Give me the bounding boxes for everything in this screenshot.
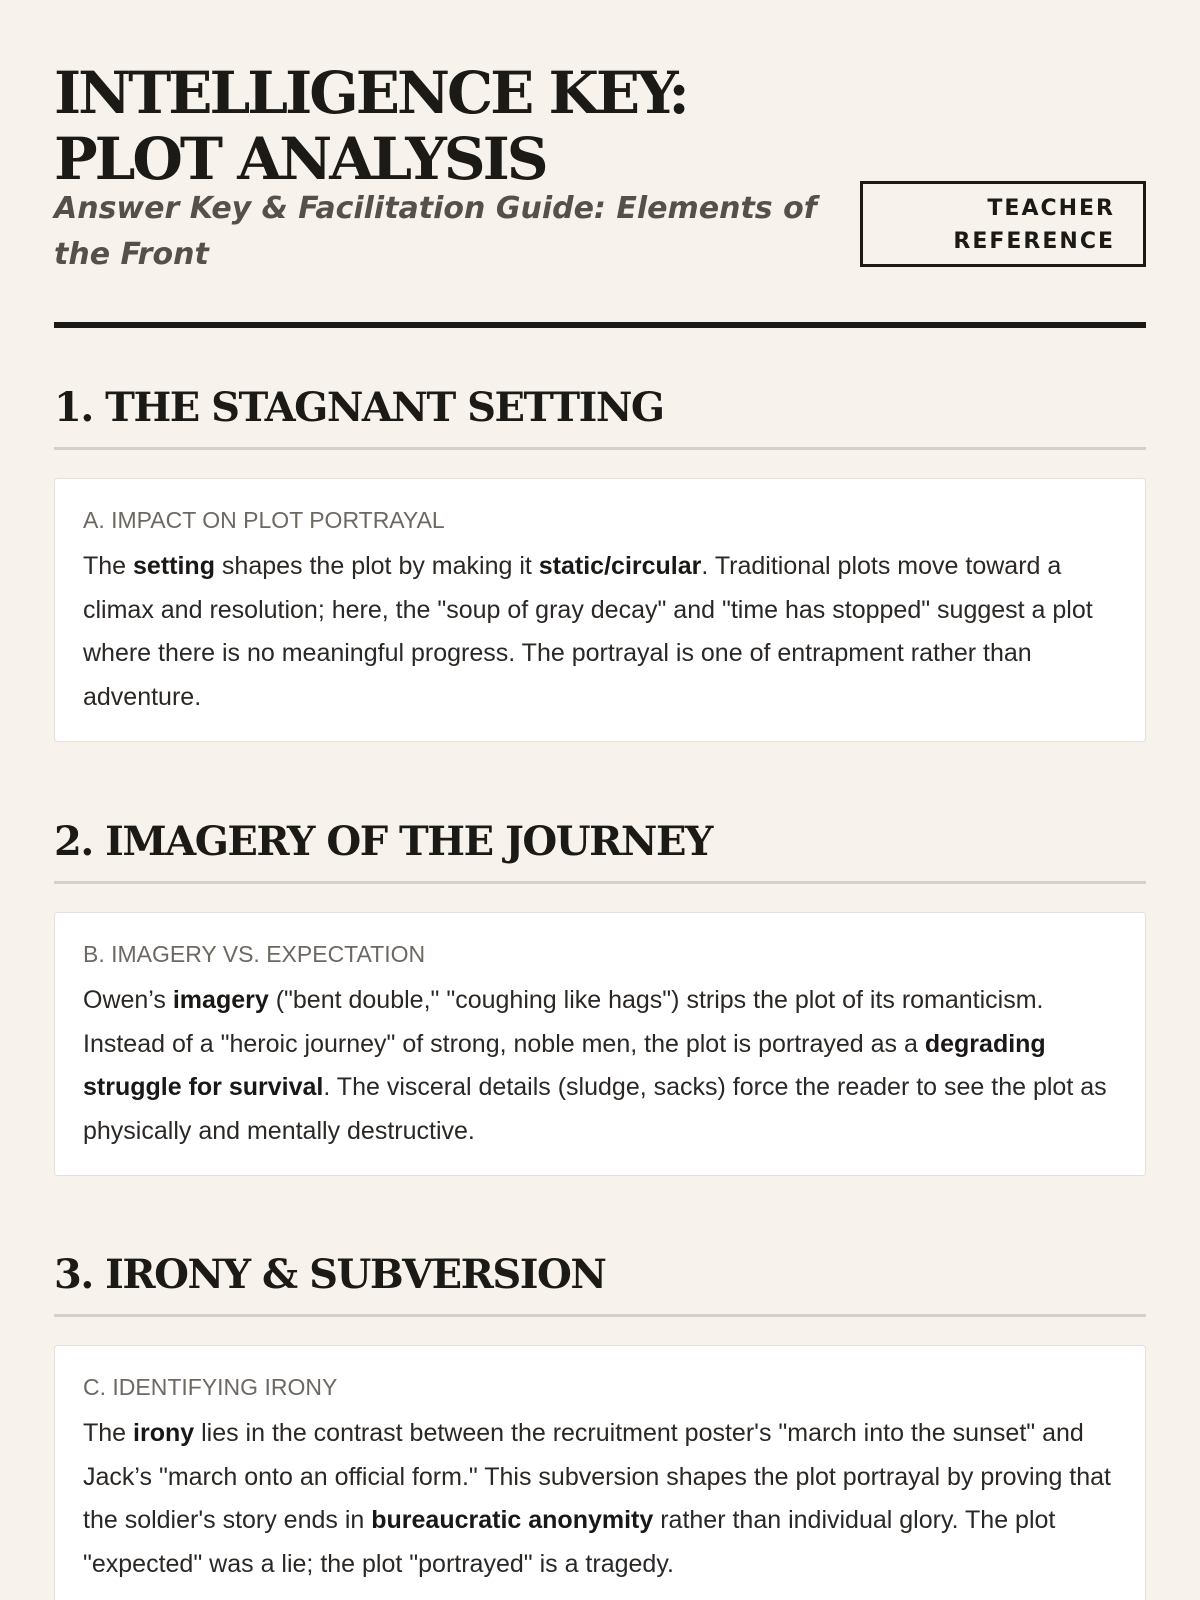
body-text: lies in the contrast between the recruitment poster's "march into the sunset" and Jack’s "march onto an official form." This subversion shapes the plot portrayal by proving that the soldier's story ends in bbox=[83, 1419, 1111, 1534]
section-heading: 3. IRONY & SUBVERSION bbox=[54, 1245, 1146, 1317]
teacher-reference-badge bbox=[860, 181, 1146, 267]
card-label: B. IMAGERY VS. EXPECTATION bbox=[83, 941, 426, 967]
body-text: shapes the plot by making it bbox=[214, 552, 539, 580]
body-text: The bbox=[83, 552, 134, 580]
answer-card bbox=[54, 1345, 1146, 1600]
page-title: INTELLIGENCE KEY: PLOT ANALYSIS bbox=[54, 59, 687, 193]
body-text: Owen’s bbox=[83, 986, 173, 1014]
answer-card bbox=[54, 912, 1146, 1176]
page-header bbox=[54, 0, 1146, 328]
card-body bbox=[83, 979, 1117, 1153]
body-text: rather than individual glory. The plot "expected" was a lie; the plot "portrayed" is a tragedy. bbox=[83, 1506, 1056, 1578]
emphasized-term: degrading struggle for survival bbox=[83, 1029, 1046, 1101]
badge-line-2: REFERENCE bbox=[953, 229, 1115, 254]
emphasized-term: bureaucratic anonymity bbox=[371, 1506, 654, 1534]
page-subtitle: Answer Key & Facilitation Guide: Elements of the Front bbox=[54, 191, 817, 272]
answer-card bbox=[54, 478, 1146, 742]
badge-line-1: TEACHER bbox=[987, 196, 1115, 221]
section-heading: 1. THE STAGNANT SETTING bbox=[54, 378, 1146, 450]
emphasized-term: irony bbox=[133, 1419, 195, 1447]
section-stagnant-setting bbox=[54, 378, 1146, 742]
card-label: A. IMPACT ON PLOT PORTRAYAL bbox=[83, 507, 445, 533]
body-text: The bbox=[83, 1419, 134, 1447]
card-body bbox=[83, 1412, 1117, 1586]
section-imagery-journey bbox=[54, 812, 1146, 1176]
emphasized-term: static/circular bbox=[538, 552, 702, 580]
body-text: ("bent double," "coughing like hags") strips the plot of its romanticism. Instead of a "heroic journey" of strong, noble men, the plot is portrayed as a bbox=[83, 986, 1044, 1058]
body-text: . The visceral details (sludge, sacks) force the reader to see the plot as physically and mentally destructive. bbox=[83, 1073, 1107, 1145]
card-body bbox=[83, 545, 1117, 719]
card-label: C. IDENTIFYING IRONY bbox=[83, 1374, 338, 1400]
body-text: . Traditional plots move toward a climax and resolution; here, the "soup of gray decay" and "time has stopped" suggest a plot where there is no meaningful progress. The portrayal is one of entrapment rather than adventure. bbox=[83, 552, 1093, 711]
section-irony-subversion bbox=[54, 1245, 1146, 1600]
section-heading: 2. IMAGERY OF THE JOURNEY bbox=[54, 812, 1146, 884]
emphasized-term: imagery bbox=[172, 986, 269, 1014]
emphasized-term: setting bbox=[133, 552, 215, 580]
